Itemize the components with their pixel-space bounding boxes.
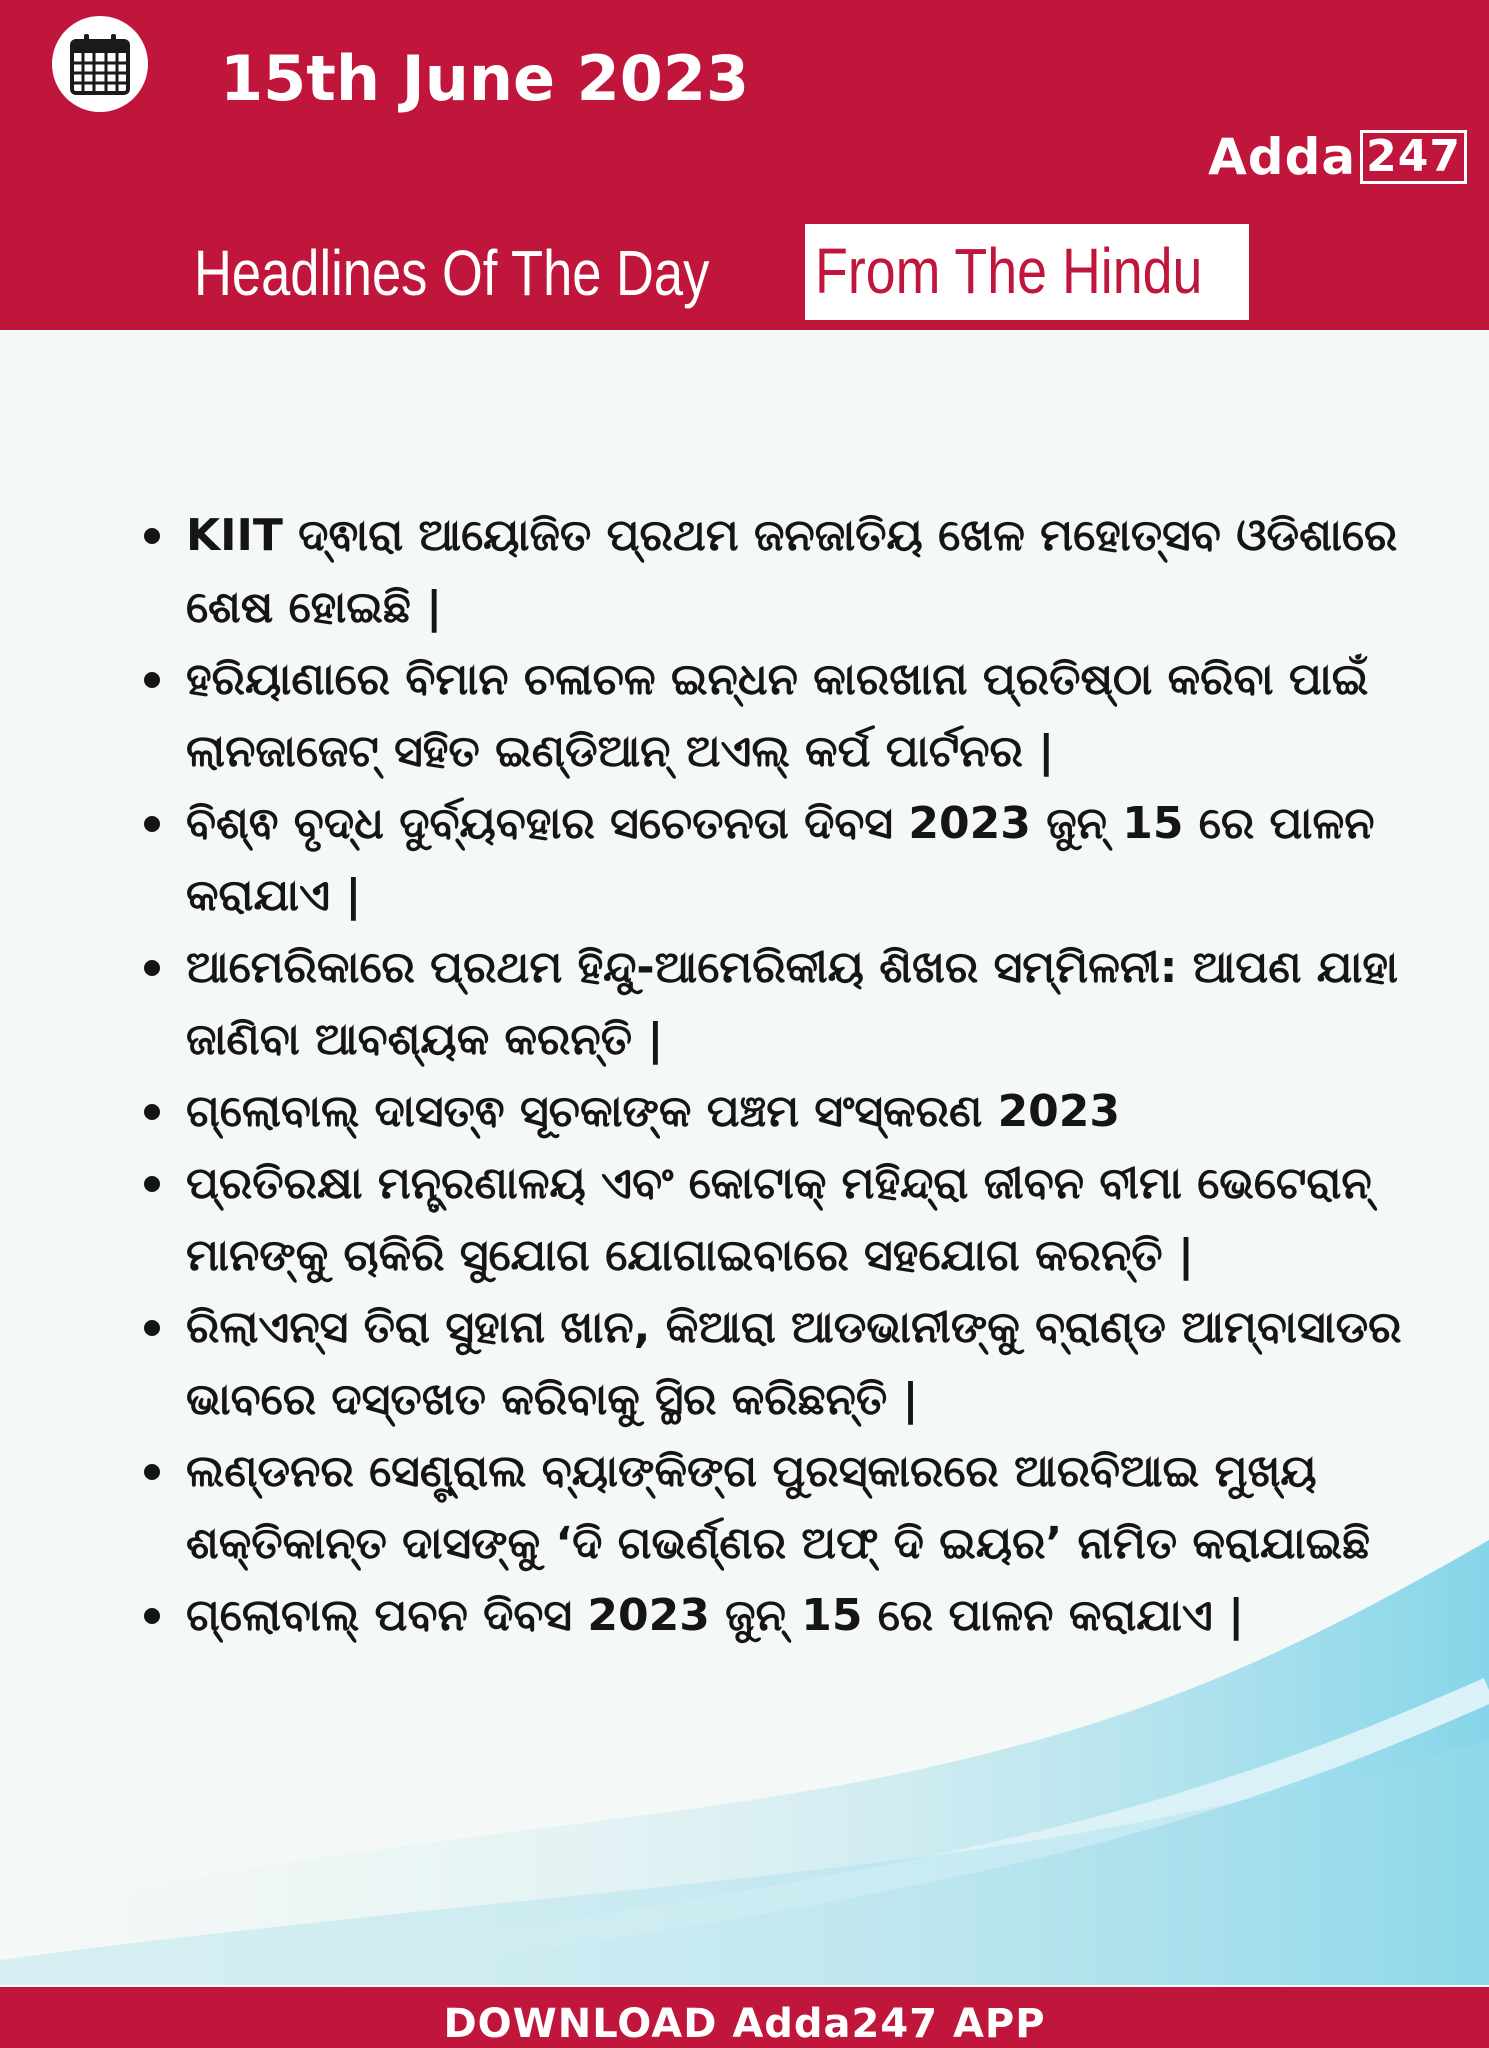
headline-text: ଲଣ୍ଡନର ସେଣ୍ଟ୍ରାଲ ବ୍ୟାଙ୍କିଙ୍ଗ ପୁରସ୍କାରରେ ଆରବିଆଇ ମୁଖ୍ୟ ଶକ୍ତିକାନ୍ତ ଦାସଙ୍କୁ ‘ଦି ଗଭର୍ଣ୍ଣର ଅଫ୍ ଦି ଇୟର’ ନାମିତ କରାଯାଇଛି	[186, 1446, 1371, 1569]
bullet-icon	[144, 1608, 160, 1624]
download-app-banner[interactable]	[0, 1987, 1489, 2048]
list-item	[140, 1292, 1440, 1436]
list-item	[140, 1148, 1440, 1292]
headline-title: Headlines Of The Day	[194, 237, 710, 309]
source-badge	[805, 224, 1249, 320]
bullet-icon	[144, 816, 160, 832]
bullet-icon	[144, 1320, 160, 1336]
list-item	[140, 1580, 1440, 1652]
list-item	[140, 932, 1440, 1076]
list-item	[140, 500, 1440, 644]
header-banner	[0, 0, 1489, 330]
headline-text: ପ୍ରତିରକ୍ଷା ମନ୍ତ୍ରଣାଳୟ ଏବଂ କୋଟାକ୍ ମହିନ୍ଦ୍ରା ଜୀବନ ବୀମା ଭେଟେରାନ୍ ମାନଙ୍କୁ ଚାକିରି ସୁଯୋଗ ଯୋଗାଇବାରେ ସହଯୋଗ କରନ୍ତି |	[186, 1158, 1372, 1281]
logo-text: Adda	[1208, 128, 1357, 186]
bullet-icon	[144, 528, 160, 544]
headline-text: ରିଲାଏନ୍ସ ତିରା ସୁହାନା ଖାନ, କିଆରା ଆଡଭାନୀଙ୍କୁ ବ୍ରାଣ୍ଡ ଆମ୍ବାସାଡର ଭାବରେ ଦସ୍ତଖତ କରିବାକୁ ସ୍ଥିର କରିଛନ୍ତି |	[186, 1302, 1402, 1425]
calendar-icon	[52, 16, 148, 112]
bullet-icon	[144, 1104, 160, 1120]
list-item	[140, 1076, 1440, 1148]
headline-text: ଗ୍ଲୋବାଲ୍ ଦାସତ୍ଵ ସୂଚକାଙ୍କ ପଞ୍ଚମ ସଂସ୍କରଣ 2023	[186, 1086, 1121, 1137]
download-app-label[interactable]: DOWNLOAD Adda247 APP	[443, 2001, 1046, 2047]
adda247-logo	[1208, 128, 1467, 186]
page-date: 15th June 2023	[220, 42, 750, 115]
bullet-icon	[144, 1176, 160, 1192]
headline-text: ଗ୍ଲୋବାଲ୍ ପବନ ଦିବସ 2023 ଜୁନ୍ 15 ରେ ପାଳନ କରାଯାଏ |	[186, 1590, 1245, 1641]
list-item	[140, 1436, 1440, 1580]
headline-text: KIIT ଦ୍ଵାରା ଆୟୋଜିତ ପ୍ରଥମ ଜନଜାତିୟ ଖେଳ ମହୋତ୍ସବ ଓଡିଶାରେ ଶେଷ ହୋଇଛି |	[186, 510, 1398, 633]
bullet-icon	[144, 1464, 160, 1480]
headline-text: ବିଶ୍ଵ ବୃଦ୍ଧ ଦୁର୍ବ୍ୟବହାର ସଚେତନତା ଦିବସ 2023 ଜୁନ୍ 15 ରେ ପାଳନ କରାଯାଏ |	[186, 798, 1375, 921]
list-item	[140, 644, 1440, 788]
source-label: From The Hindu	[815, 235, 1203, 307]
list-item	[140, 788, 1440, 932]
bullet-icon	[144, 960, 160, 976]
bullet-icon	[144, 672, 160, 688]
headline-list	[140, 500, 1440, 1652]
headline-text: ହରିୟାଣାରେ ବିମାନ ଚଳାଚଳ ଇନ୍ଧନ କାରଖାନା ପ୍ରତିଷ୍ଠା କରିବା ପାଇଁ ଲାନଜାଜେଟ୍ ସହିତ ଇଣ୍ଡିଆନ୍ ଅଏଲ୍ କର୍ପ ପାର୍ଟନର |	[186, 654, 1369, 777]
logo-number: 247	[1360, 130, 1467, 184]
headline-text: ଆମେରିକାରେ ପ୍ରଥମ ହିନ୍ଦୁ-ଆମେରିକୀୟ ଶିଖର ସମ୍ମିଳନୀ: ଆପଣ ଯାହା ଜାଣିବା ଆବଶ୍ୟକ କରନ୍ତି |	[186, 942, 1399, 1065]
